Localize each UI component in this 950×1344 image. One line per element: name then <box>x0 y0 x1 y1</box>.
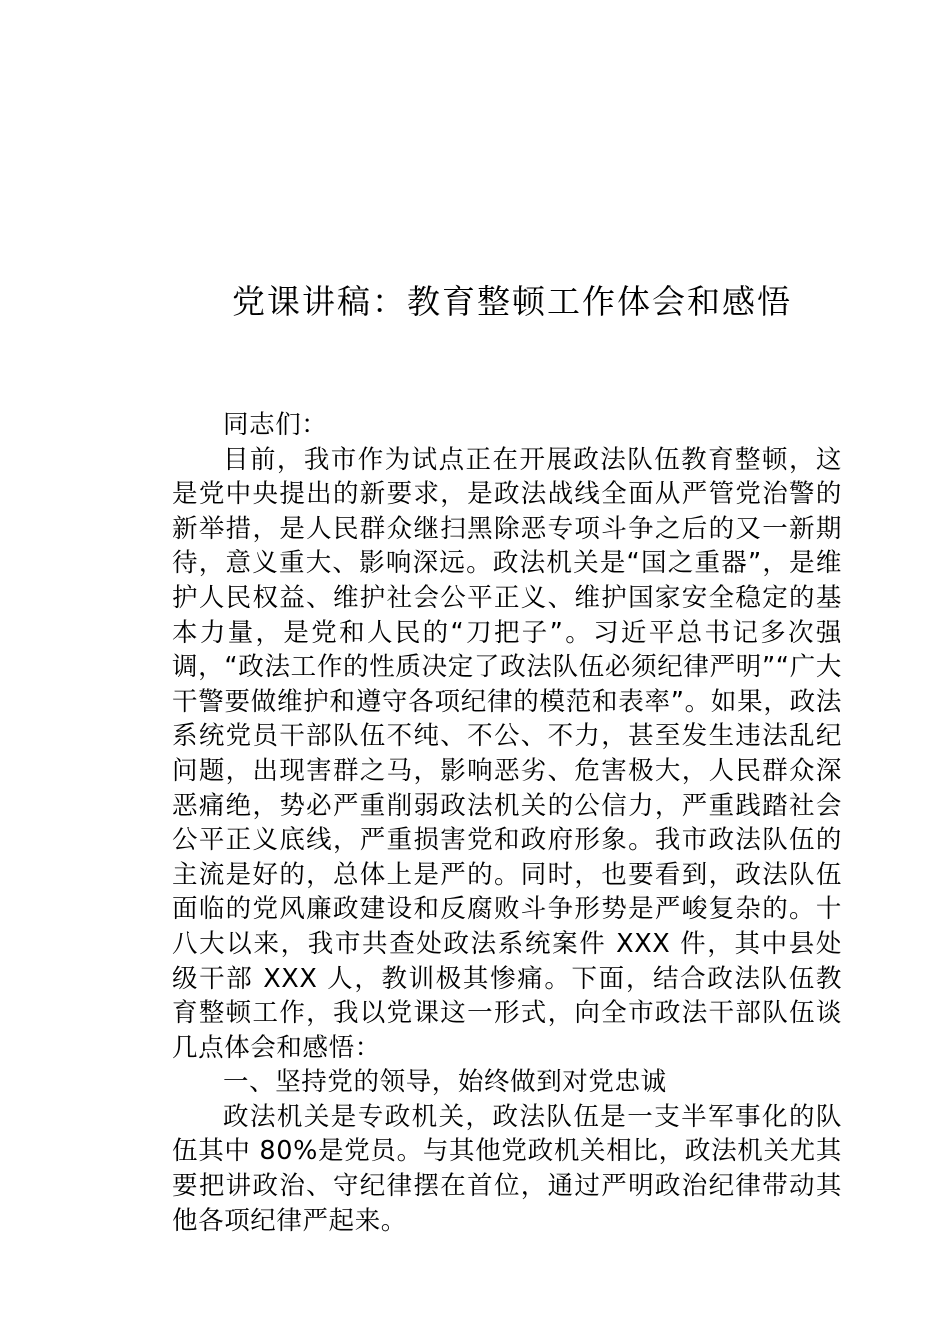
document-body <box>172 408 842 1238</box>
section-heading: 一、坚持党的领导，始终做到对党忠诚 <box>223 1067 667 1098</box>
intro-paragraph: 目前，我市作为试点正在开展政法队伍教育整顿，这是党中央提出的新要求，是政法战线全面从严管党治警的新举措，是人民群众继扫黑除恶专项斗争之后的又一新期待，意义重大、影响深远。政法机关是“国之重器”，是维护人民权益、维护社会公平正义、维护国家安全稳定的基本力量，是党和人民的“刀把子”。习近平总书记多次强调，“政法工作的性质决定了政法队伍必须纪律严明”“广大干警要做维护和遵守各项纪律的模范和表率”。如果，政法系统党员干部队伍不纯、不公、不力，甚至发生违法乱纪问题，出现害群之马，影响恶劣、危害极大，人民群众深恶痛绝，势必严重削弱政法机关的公信力，严重践踏社会公平正义底线，严重损害党和政府形象。我市政法队伍的主流是好的，总体上是严的。同时，也要看到，政法队伍面临的党风廉政建设和反腐败斗争形势是严峻复杂的。十八大以来，我市共查处政法系统案件 XXX 件，其中县处级干部 XXX 人，教训极其惨痛。下面，结合政法队伍教育整顿工作，我以党课这一形式，向全市政法干部队伍谈几点体会和感悟： <box>172 444 842 1063</box>
document-title: 党课讲稿：教育整顿工作体会和感悟 <box>232 282 792 321</box>
salutation: 同志们： <box>223 410 328 440</box>
section-paragraph: 政法机关是专政机关，政法队伍是一支半军事化的队伍其中 80%是党员。与其他党政机关相比，政法机关尤其要把讲政治、守纪律摆在首位，通过严明政治纪律带动其他各项纪律严起来。 <box>172 1101 842 1236</box>
